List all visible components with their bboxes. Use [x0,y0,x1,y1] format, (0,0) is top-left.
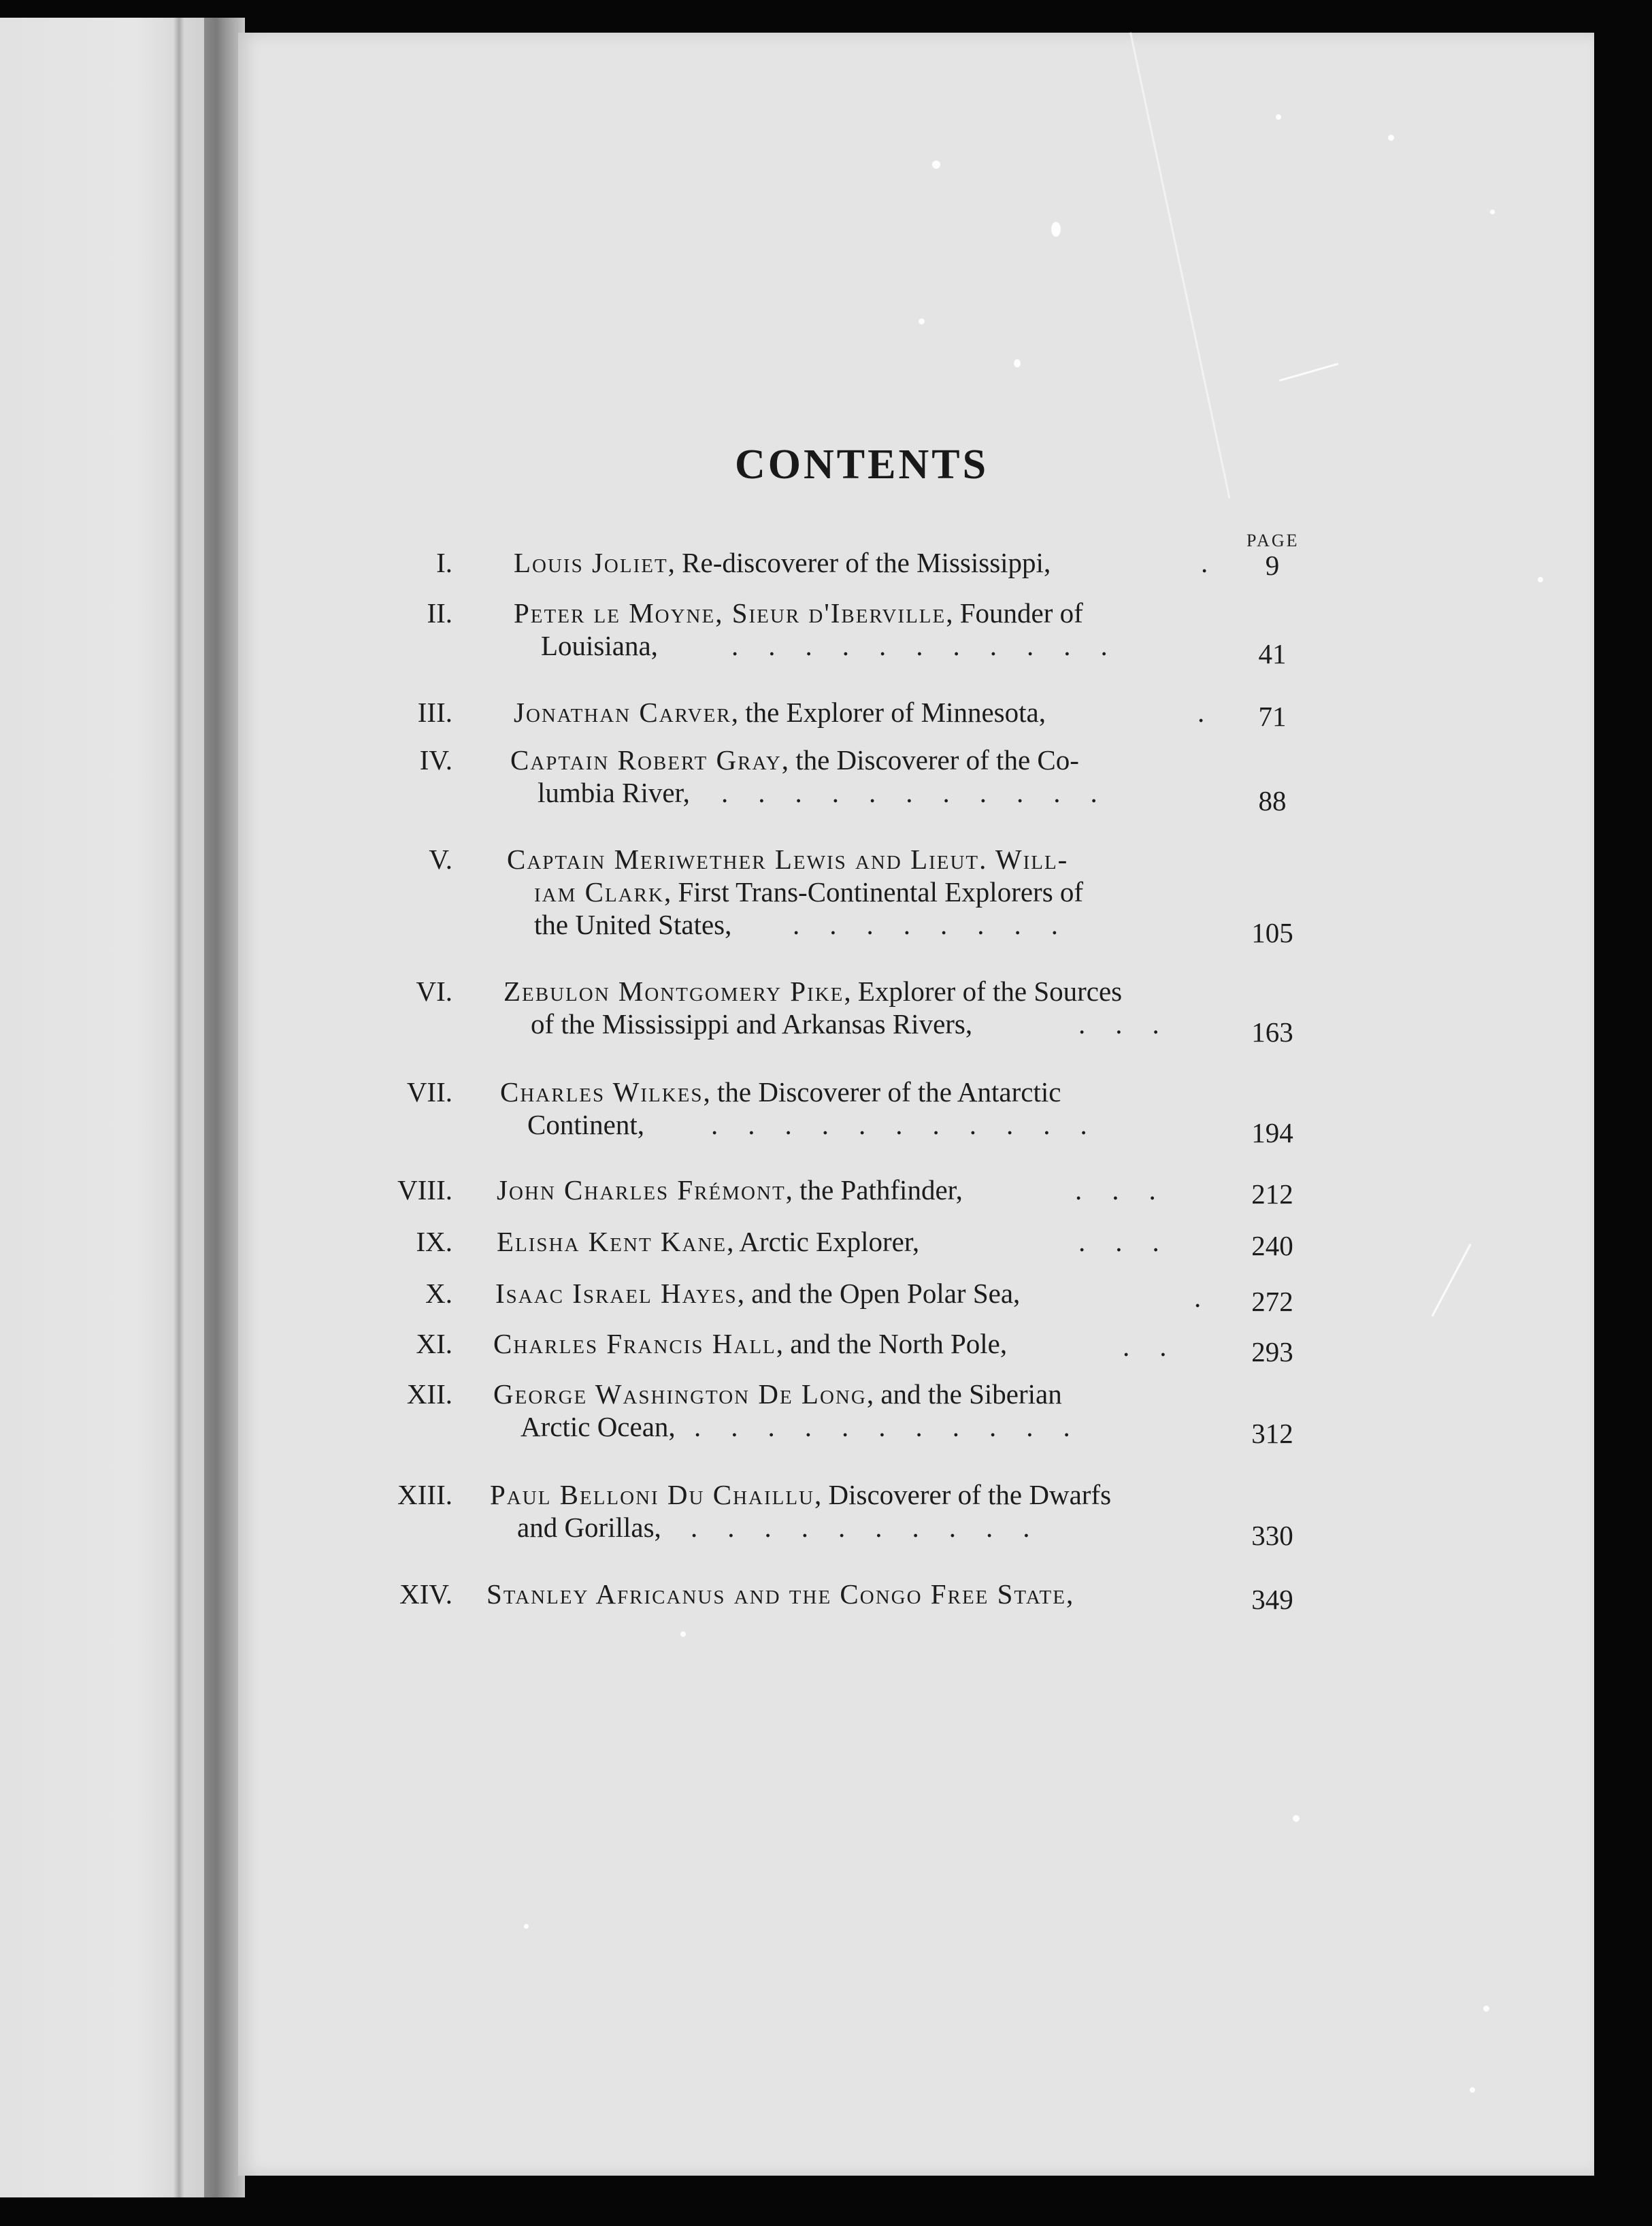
chapter-title-continued: Louisiana, [541,630,658,661]
dust-speck [932,161,940,169]
chapter-description: , Founder of [946,597,1083,629]
dust-speck [1051,222,1061,237]
chapter-subject: Captain Robert Gray [510,744,782,776]
chapter-title-continued: Continent, [527,1109,644,1140]
chapter-title [510,742,1079,778]
chapter-title [486,1576,1073,1612]
chapter-description: , Explorer of the Sources [844,976,1123,1007]
page-number: 349 [1251,1584,1293,1615]
chapter-title [500,1074,1061,1110]
chapter-subject: Isaac Israel Hayes [495,1278,738,1309]
chapter-subject-continued: iam Clark [534,876,664,908]
chapter-description: , and the North Pole, [776,1328,1008,1359]
chapter-title [497,1223,919,1260]
leader-dots: ........... [731,630,1138,661]
leader-dots: ........... [694,1411,1100,1442]
chapter-title [514,595,1083,631]
dust-speck [1388,135,1394,141]
chapter-subject: Paul Belloni Du Chaillu [490,1479,814,1510]
chapter-subject: Louis Joliet [514,547,668,578]
page-number: 9 [1265,550,1280,581]
chapter-subject: Peter le Moyne, Sieur d'Iberville [514,597,946,629]
chapter-description: , and the Siberian [866,1378,1062,1410]
scratch-mark [1279,363,1338,382]
page-number: 240 [1251,1230,1293,1261]
scratch-mark [1129,32,1230,498]
chapter-description: , Discoverer of the Dwarfs [814,1479,1112,1510]
left-page [0,18,228,2197]
leader-dots: ........... [711,1109,1117,1140]
chapter-description: , the Explorer of Minnesota, [731,697,1046,728]
chapter-number: VIII. [397,1174,452,1206]
chapter-title-continued [534,874,1083,910]
chapter-number: X. [425,1278,452,1309]
dust-speck [1490,210,1495,214]
page-number: 330 [1251,1520,1293,1551]
page-number: 163 [1251,1016,1293,1048]
dust-speck [524,1924,529,1929]
leader-dots: ... [1075,1174,1186,1206]
leader-dots: . [1201,547,1238,578]
chapter-title [493,1325,1007,1362]
leader-dots: .......... [691,1512,1060,1543]
chapter-subject: John Charles Frémont [497,1174,786,1206]
dust-speck [1470,2087,1475,2093]
chapter-title [503,973,1122,1010]
chapter-number: XIV. [399,1578,452,1610]
chapter-description: , [1065,1578,1074,1610]
leader-dots: ........... [721,777,1127,808]
chapter-description: , and the Open Polar Sea, [737,1278,1021,1309]
chapter-description: , the Discoverer of the Antarctic [703,1076,1061,1108]
chapter-title [507,841,1068,878]
chapter-title-continued: and Gorillas, [517,1512,661,1543]
page-number: 212 [1251,1178,1293,1210]
chapter-description: , Re-discoverer of the Mississippi, [667,547,1051,578]
chapter-description: , the Pathfinder, [785,1174,963,1206]
scratch-mark [1432,1244,1472,1316]
page-number: 105 [1251,917,1293,948]
dust-speck [1483,2006,1489,2012]
chapter-description: , Arctic Explorer, [727,1226,920,1257]
chapter-subject: Captain Meriwether Lewis and Lieut. Will- [507,844,1069,875]
chapter-title [497,1172,963,1208]
page-number: 194 [1251,1117,1293,1148]
page-number: 312 [1251,1418,1293,1449]
chapter-subject: Charles Francis Hall [493,1328,776,1359]
chapter-number: V. [429,844,452,875]
page-number: 88 [1258,785,1287,816]
chapter-subject: Jonathan Carver [514,697,731,728]
leader-dots: ... [1078,1008,1189,1040]
chapter-subject: Elisha Kent Kane [497,1226,727,1257]
page-number: 293 [1251,1336,1293,1367]
chapter-number: XII. [406,1378,452,1410]
dust-speck [1014,359,1021,367]
chapter-title [493,1376,1062,1412]
chapter-number: VII. [406,1076,452,1108]
chapter-title [514,694,1046,731]
chapter-title [490,1476,1111,1513]
leader-dots: ... [1078,1226,1189,1257]
chapter-title-continued: of the Mississippi and Arkansas Rivers, [531,1008,973,1040]
chapter-number: II. [427,597,452,629]
page-number: 41 [1258,638,1287,669]
page-edge [174,18,184,2197]
dust-speck [1538,577,1543,582]
chapter-title-continued: lumbia River, [538,777,690,808]
leader-dots: ........ [793,909,1088,940]
leader-dots: .. [1123,1331,1197,1362]
page-title: CONTENTS [735,442,989,488]
chapter-title [495,1275,1020,1312]
chapter-description: , the Discoverer of the Co- [781,744,1079,776]
chapter-number: IV. [419,744,452,776]
leader-dots: . [1194,1282,1232,1313]
chapter-subject: Zebulon Montgomery Pike [503,976,844,1007]
chapter-number: I. [436,547,452,578]
chapter-number: VI. [416,976,452,1007]
chapter-title-continued: the United States, [534,909,732,940]
dust-speck [680,1631,686,1637]
page-column-label: PAGE [1246,531,1300,550]
dust-speck [919,318,925,325]
chapter-subject: George Washington De Long [493,1378,867,1410]
chapter-number: XI. [416,1328,452,1359]
chapter-number: III. [417,697,452,728]
chapter-number: XIII. [397,1479,452,1510]
leader-dots: . [1197,697,1235,728]
chapter-title-continued: Arctic Ocean, [521,1411,676,1442]
chapter-subject: Stanley Africanus and the Congo Free State [486,1578,1066,1610]
dust-speck [1293,1815,1300,1822]
chapter-subject: Charles Wilkes [500,1076,704,1108]
page-number: 272 [1251,1286,1293,1317]
chapter-title [514,544,1051,581]
chapter-description: , First Trans-Continental Explorers of [663,876,1084,908]
page-number: 71 [1258,701,1287,732]
dust-speck [1276,114,1281,120]
chapter-number: IX. [416,1226,452,1257]
